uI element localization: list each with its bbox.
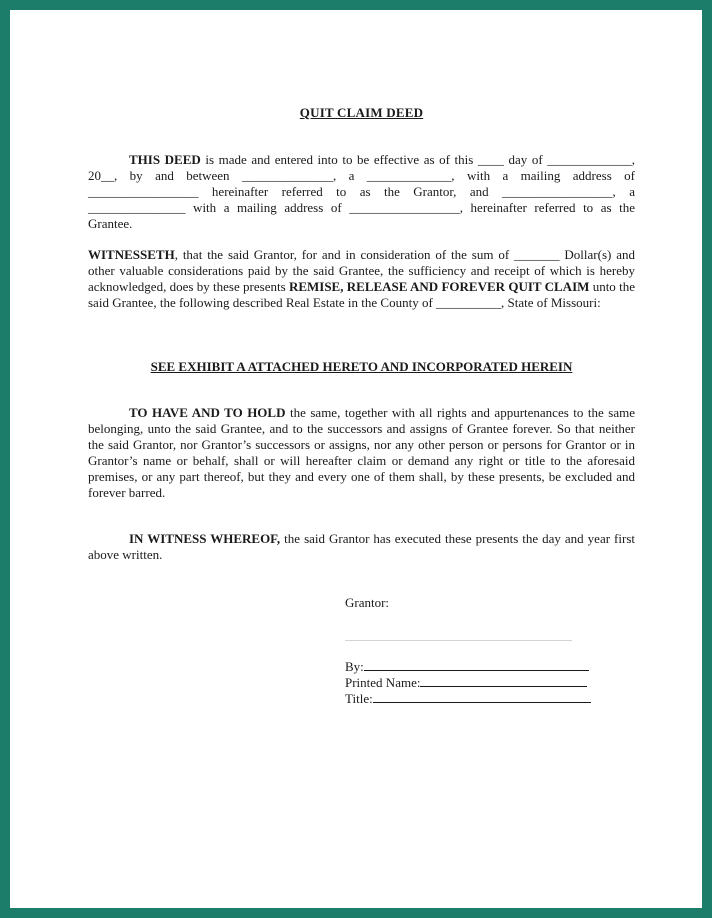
remise-release-clause: REMISE, RELEASE AND FOREVER QUIT CLAIM — [288, 279, 590, 294]
deed-intro-text: is made and entered into to be effective as of this ____ day of _____________, 20__, by and between ______________, a _____________, with a mailing address of _________________ hereinafter referred to as the Grantor, and _________________, a _______________ with a mailing address of _________________, hereinafter referred to as the Grantee. — [88, 152, 635, 231]
title-label: Title: — [345, 691, 373, 706]
deed-intro-paragraph — [88, 152, 635, 232]
witnesseth-text-b: unto the said Grantee, the following described Real Estate in the County of __________, State of Missouri: — [88, 279, 635, 310]
title-blank[interactable] — [373, 690, 591, 703]
document-title: QUIT CLAIM DEED — [299, 105, 424, 120]
signature-line[interactable] — [345, 640, 572, 641]
habendum-text: the same, together with all rights and appurtenances to the same belonging, unto the said Grantee, and to the successors and assigns of Grantee forever. So that neither the said Grantor, nor Grantor’s successors or assigns, nor any other person or persons for Grantor or in Grantor’s name or behalf, shall or will hereafter claim or demand any right or title to the aforesaid premises, or any part thereof, but they and every one of them shall, by these presents, be excluded and forever barred. — [88, 405, 635, 500]
habendum-paragraph — [88, 405, 635, 501]
witnesseth-lead: WITNESSETH — [88, 247, 175, 262]
printed-name-field — [345, 674, 595, 691]
this-deed-lead: THIS DEED — [129, 152, 201, 167]
witness-whereof-lead: IN WITNESS WHEREOF, — [129, 531, 281, 546]
printed-name-blank[interactable] — [420, 674, 587, 687]
habendum-lead: TO HAVE AND TO HOLD — [129, 405, 286, 420]
by-label: By: — [345, 659, 364, 674]
by-blank[interactable] — [364, 658, 589, 671]
grantor-label: Grantor: — [345, 595, 390, 610]
by-field — [345, 658, 595, 675]
witness-whereof-paragraph — [88, 531, 635, 563]
exhibit-reference: SEE EXHIBIT A ATTACHED HERETO AND INCORPORATED HEREIN — [150, 359, 573, 374]
title-field — [345, 690, 595, 707]
witnesseth-text-a: , that the said Grantor, for and in consideration of the sum of _______ Dollar(s) and other valuable considerations paid by the said Grantee, the sufficiency and receipt of which is hereby acknowledged, does by these presents — [88, 247, 635, 294]
witness-whereof-text: the said Grantor has executed these presents the day and year first above written. — [88, 531, 635, 562]
printed-name-label: Printed Name: — [345, 675, 421, 690]
witnesseth-paragraph — [88, 247, 635, 311]
document-page — [10, 10, 702, 908]
